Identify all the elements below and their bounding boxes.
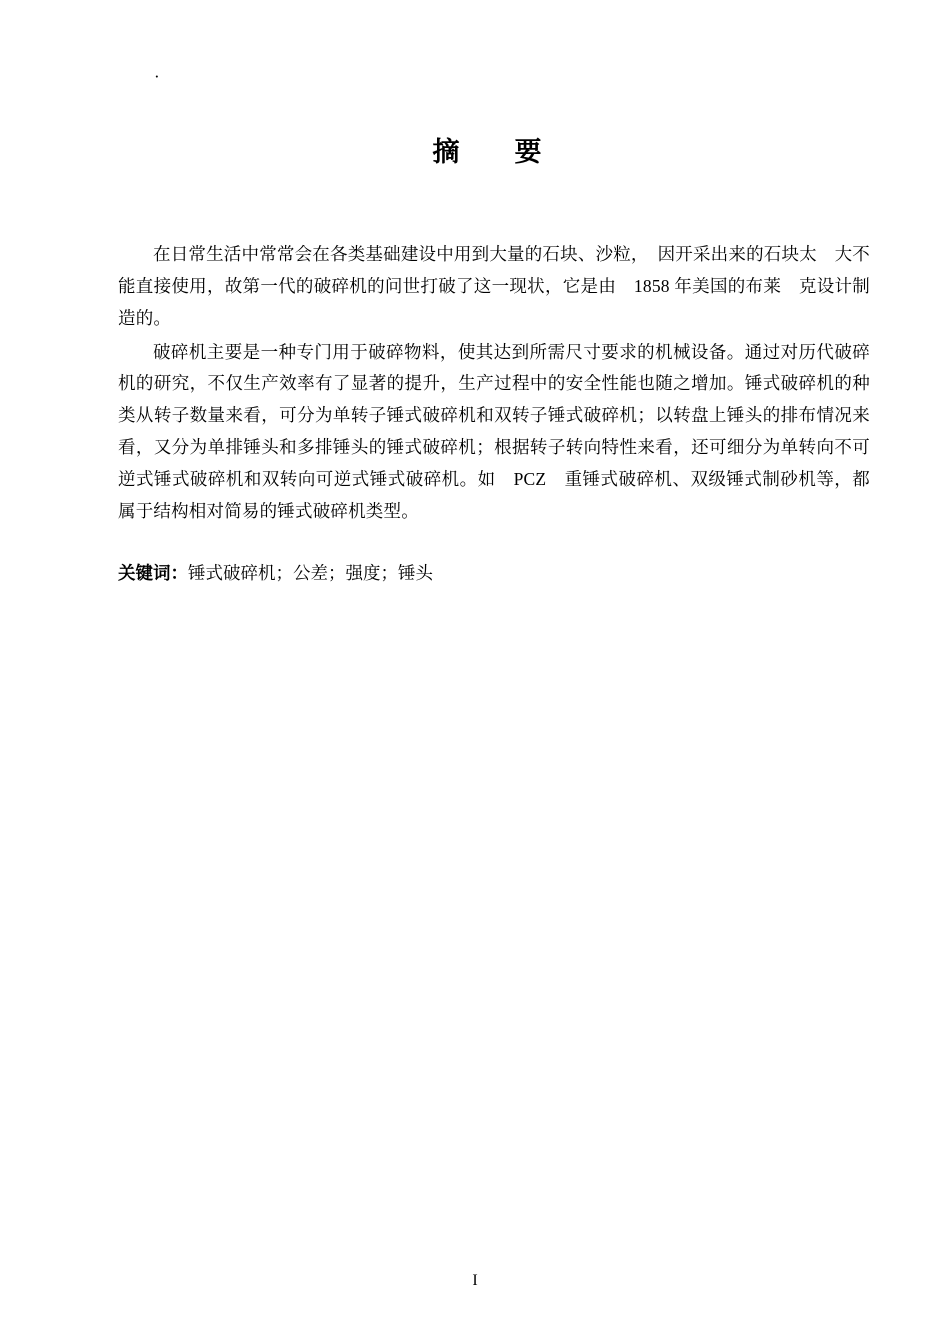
- paragraph-2: 破碎机主要是一种专门用于破碎物料，使其达到所需尺寸要求的机械设备。通过对历代破碎机的研究，不仅生产效率有了显著的提升，生产过程中的安全性能也随之增加。锤式破碎机的种类从转子数量来看，可分为单转子锤式破碎机和双转子锤式破碎机；以转盘上锤头的排布情况来看，又分为单排锤头和多排锤头的锤式破碎机；根据转子转向特性来看，还可细分为单转向不可逆式锤式破碎机和双转向可逆式锤式破碎机。如 PCZ 重锤式破碎机、双级锤式制砂机等，都属于结构相对简易的锤式破碎机类型。: [118, 341, 870, 521]
- keywords-value: 锤式破碎机；公差；强度；锤头: [188, 562, 433, 583]
- page-title: 摘 要: [432, 137, 556, 167]
- keywords-label: 关键词：: [118, 562, 188, 583]
- page-content: [118, 60, 870, 589]
- abstract-body: [118, 239, 870, 528]
- paragraph-1: 在日常生活中常常会在各类基础建设中用到大量的石块、沙粒， 因开采出来的石块太 大不能直接使用，故第一代的破碎机的问世打破了这一现状，它是由 1858 年美国的布莱 克设计制造的。: [118, 244, 870, 328]
- page-number: I: [472, 1272, 478, 1289]
- keywords-line: [118, 558, 870, 590]
- top-bullet-mark: ·: [154, 67, 160, 86]
